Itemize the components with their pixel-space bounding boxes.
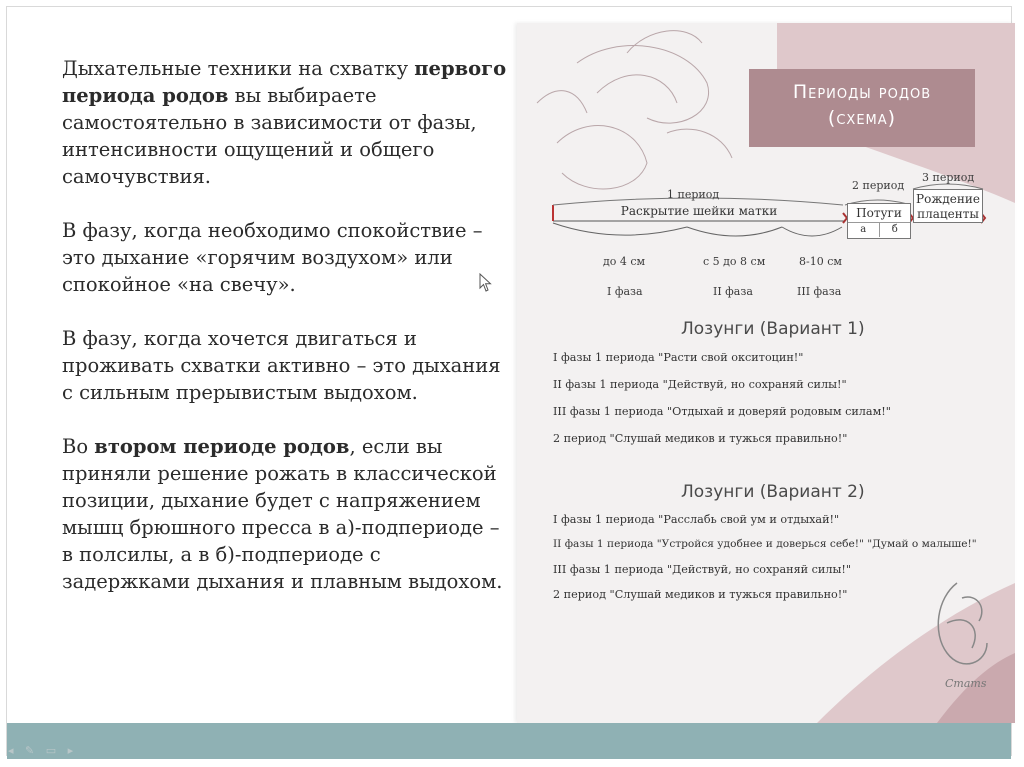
cm-label-3: 8-10 см — [799, 255, 842, 268]
phase-label-1: I фаза — [607, 285, 643, 298]
slogan-v2-1: I фазы 1 периода "Расслабь свой ум и отдыхай!" — [553, 513, 840, 526]
p4-bold: втором периоде родов — [94, 435, 350, 458]
birth-periods-scheme — [517, 23, 1015, 723]
phase-label-2: II фаза — [713, 285, 753, 298]
cm-label-2: с 5 до 8 см — [703, 255, 766, 268]
title-line-1: Периоды родов — [792, 81, 932, 103]
cm-label-1: до 4 см — [603, 255, 646, 268]
p1-text-end: вы выбираете самостоятельно в зависимости от фазы, интенсивности ощущений и общего самочувствия. — [62, 84, 477, 188]
slogan-v2-4: 2 период "Слушай медиков и тужься правильно!" — [553, 588, 848, 601]
slogan-v1-1: I фазы 1 периода "Расти свой окситоцин!" — [553, 351, 804, 364]
period2-label: 2 период — [852, 179, 905, 192]
slogan-v1-2: II фазы 1 периода "Действуй, но сохраняй силы!" — [553, 378, 847, 391]
period1-label: 1 период — [667, 188, 720, 201]
slogans-heading-1: Лозунги (Вариант 1) — [681, 319, 865, 339]
box1-label: Раскрытие шейки матки — [620, 204, 778, 218]
box2-a: а — [848, 223, 880, 237]
slide-controls-icon[interactable]: ◂ ✎ ▭ ▸ — [8, 744, 78, 757]
box2-b: б — [891, 224, 898, 235]
title-line-2: (схема) — [827, 107, 897, 129]
phase-label-3: III фаза — [797, 285, 842, 298]
footer-bar — [7, 723, 1011, 759]
slogan-v1-4: 2 период "Слушай медиков и тужься правильно!" — [553, 432, 848, 445]
paragraph-4 — [62, 433, 507, 595]
slogan-v2-3: III фазы 1 периода "Действуй, но сохраняй силы!" — [553, 563, 852, 576]
slogan-v2-2: II фазы 1 периода "Устройся удобнее и доверься себе!" "Думай о малыше!" — [553, 538, 977, 550]
main-text — [62, 55, 507, 622]
p1-text: Дыхательные техники на схватку — [62, 57, 415, 80]
box-placenta — [913, 189, 983, 223]
box-pushing — [847, 203, 911, 239]
slogan-v1-3: III фазы 1 периода "Отдыхай и доверяй родовым силам!" — [553, 405, 891, 418]
paragraph-1 — [62, 55, 507, 190]
period3-label: 3 период — [922, 171, 975, 184]
box2-label: Потуги — [856, 206, 902, 220]
mouse-cursor-icon — [479, 273, 493, 293]
slogans-heading-2: Лозунги (Вариант 2) — [681, 482, 865, 502]
flower-sketch-icon — [537, 31, 732, 189]
box3-line-1: Рождение — [916, 192, 980, 206]
paragraph-2: В фазу, когда необходимо спокойствие – это дыхание «горячим воздухом» или спокойное «на свечу». — [62, 219, 483, 296]
slide — [6, 6, 1012, 756]
p1-bold: первого периода родов — [62, 57, 507, 107]
p4-text: Во — [62, 435, 95, 458]
paragraph-3: В фазу, когда хочется двигаться и проживать схватки активно – это дыхания с сильным прерывистым выдохом. — [62, 327, 501, 404]
box3-line-2: плаценты — [917, 207, 979, 221]
box-cervix-opening — [553, 201, 845, 223]
logo-text: Cmams — [945, 677, 987, 690]
p4-text-end: , если вы приняли решение рожать в классической позиции, дыхание будет с напряжением мышц брюшного пресса в а)-подпериоде – в полсилы, а в б)-подпериоде с задержками дыхания и плавным выдохом. — [62, 435, 503, 593]
scheme-title — [749, 69, 975, 147]
